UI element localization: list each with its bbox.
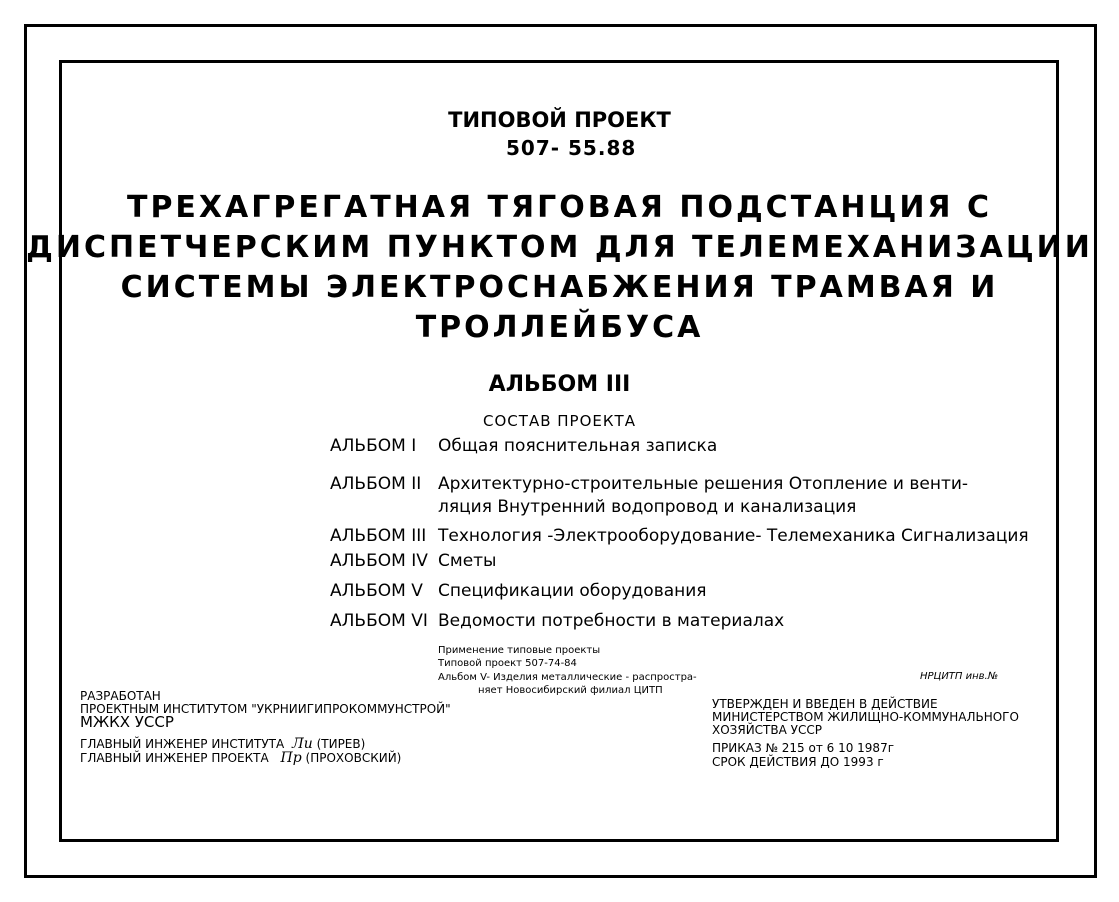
contents-item — [330, 474, 968, 494]
developer-ministry: МЖКХ УССР — [80, 713, 174, 731]
inventory-stamp: НРЦИТП инв.№ — [920, 671, 999, 682]
chief-engineer-institute-title: ГЛАВНЫЙ ИНЖЕНЕР ИНСТИТУТА — [80, 737, 285, 751]
album-description: Ведомости потребности в материалах — [438, 611, 785, 631]
application-note-line-3: Альбом V- Изделия металлические - распростра- — [438, 672, 697, 683]
album-description: Общая пояснительная записка — [438, 436, 718, 456]
signature: Пр — [280, 750, 302, 766]
album-description: Технология -Электрооборудование- Телемеханика Сигнализация — [438, 526, 1029, 546]
contents-item — [330, 581, 707, 601]
chief-engineer-institute — [80, 738, 365, 751]
album-label: АЛЬБОМ II — [330, 474, 422, 494]
developer-label: РАЗРАБОТАН — [80, 689, 161, 703]
contents-item — [330, 526, 1029, 546]
album-description-continued: ляция Внутренний водопровод и канализация — [438, 497, 857, 517]
chief-engineer-institute-name: (ТИРЕВ) — [316, 737, 366, 751]
approval-validity: СРОК ДЕЙСТВИЯ ДО 1993 г — [712, 755, 884, 769]
album-description: Спецификации оборудования — [438, 581, 707, 601]
application-note-line-2: Типовой проект 507-74-84 — [438, 658, 577, 669]
title-line-1: ТРЕХАГРЕГАТНАЯ ТЯГОВАЯ ПОДСТАНЦИЯ С — [126, 190, 992, 225]
approval-order: ПРИКАЗ № 215 от 6 10 1987г — [712, 741, 895, 755]
chief-engineer-project — [80, 752, 401, 765]
approval-line-2: МИНИСТЕРСТВОМ ЖИЛИЩНО-КОММУНАЛЬНОГО — [712, 710, 1019, 724]
project-number: 507- 55.88 — [506, 136, 637, 160]
album-label: АЛЬБОМ III — [330, 526, 427, 546]
developer-institute: ПРОЕКТНЫМ ИНСТИТУТОМ "УКРНИИГИПРОКОММУНСТРОЙ" — [80, 702, 451, 716]
album-label: АЛЬБОМ IV — [330, 551, 428, 571]
album-description: Архитектурно-строительные решения Отопление и венти- — [438, 474, 969, 494]
contents-heading: СОСТАВ ПРОЕКТА — [483, 412, 636, 430]
album-description: Сметы — [438, 551, 497, 571]
album-label: АЛЬБОМ V — [330, 581, 423, 601]
contents-item — [330, 436, 717, 456]
signature: Ли — [292, 736, 313, 752]
contents-item — [330, 551, 496, 571]
chief-engineer-project-title: ГЛАВНЫЙ ИНЖЕНЕР ПРОЕКТА — [80, 751, 269, 765]
title-line-4: ТРОЛЛЕЙБУСА — [415, 310, 704, 345]
album-label: АЛЬБОМ I — [330, 436, 417, 456]
chief-engineer-project-name: (ПРОХОВСКИЙ) — [305, 751, 402, 765]
album-number: АЛЬБОМ III — [488, 372, 631, 397]
approval-line-3: ХОЗЯЙСТВА УССР — [712, 723, 822, 737]
title-line-2: ДИСПЕТЧЕРСКИМ ПУНКТОМ ДЛЯ ТЕЛЕМЕХАНИЗАЦИИ — [26, 230, 1093, 265]
application-note-line-4: няет Новосибирский филиал ЦИТП — [478, 685, 663, 696]
contents-item — [330, 611, 784, 631]
album-label: АЛЬБОМ VI — [330, 611, 428, 631]
approval-line-1: УТВЕРЖДЕН И ВВЕДЕН В ДЕЙСТВИЕ — [712, 697, 938, 711]
project-type: ТИПОВОЙ ПРОЕКТ — [448, 108, 671, 132]
application-note-line-1: Применение типовые проекты — [438, 645, 601, 656]
title-line-3: СИСТЕМЫ ЭЛЕКТРОСНАБЖЕНИЯ ТРАМВАЯ И — [120, 270, 999, 305]
